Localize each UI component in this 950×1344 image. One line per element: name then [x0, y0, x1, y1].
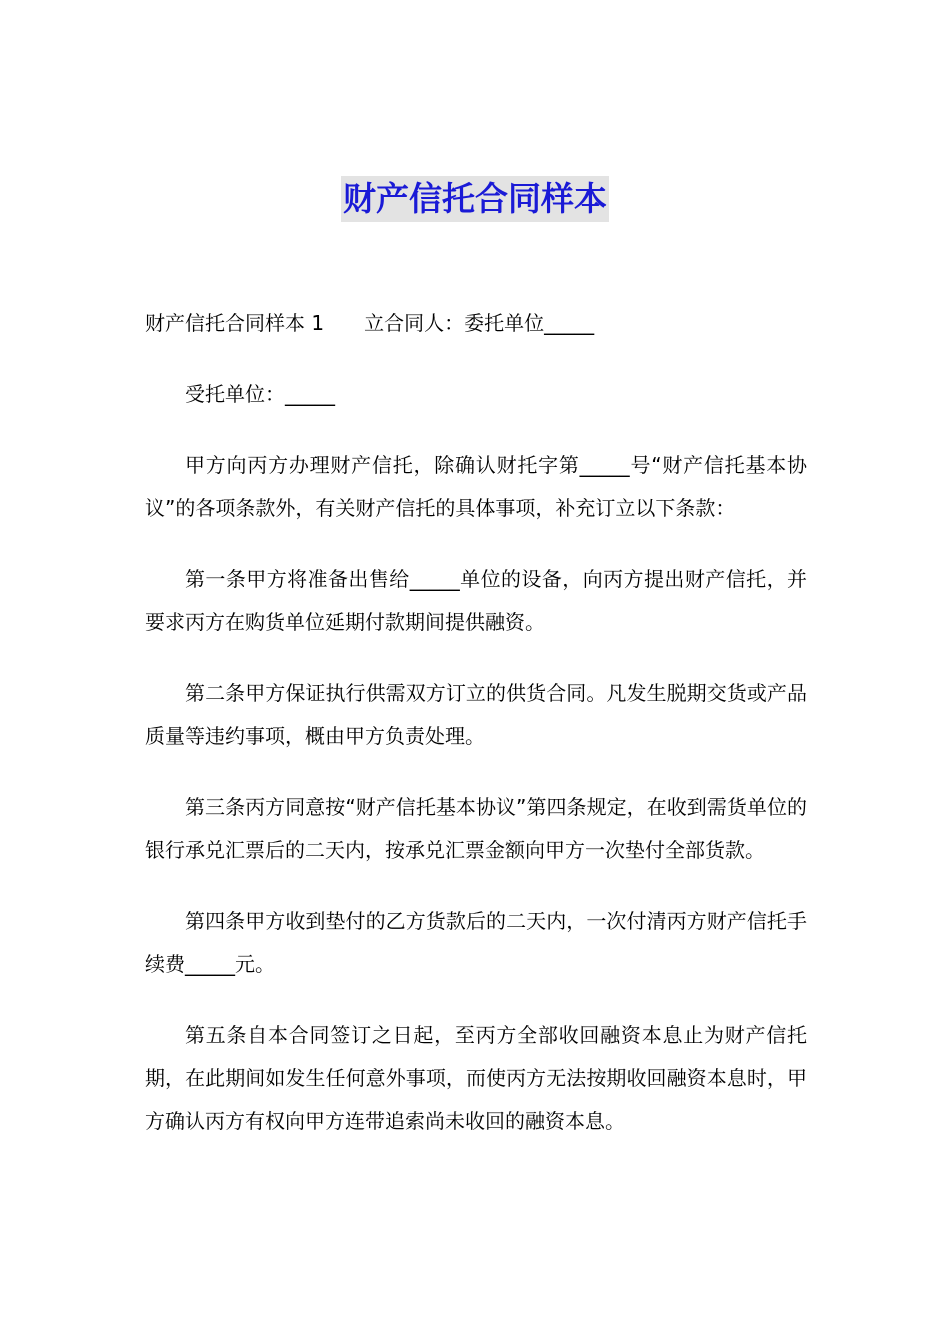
document-title: 财产信托合同样本	[341, 176, 609, 222]
document-body	[145, 302, 807, 1171]
paragraph-article-5: 第五条自本合同签订之日起，至丙方全部收回融资本息止为财产信托期，在此期间如发生任何意外事项，而使丙方无法按期收回融资本息时，甲方确认丙方有权向甲方连带追索尚未收回的融资本息。	[145, 1023, 807, 1133]
paragraph-article-4: 第四条甲方收到垫付的乙方货款后的二天内，一次付清丙方财产信托手续费_____元。	[145, 909, 807, 976]
heading-line	[145, 302, 807, 345]
sample-label: 财产信托合同样本 1	[145, 311, 325, 335]
paragraph-article-1: 第一条甲方将准备出售给_____单位的设备，向丙方提出财产信托，并要求丙方在购货单位延期付款期间提供融资。	[145, 567, 807, 634]
paragraph-article-2: 第二条甲方保证执行供需双方订立的供货合同。凡发生脱期交货或产品质量等违约事项，概由甲方负责处理。	[145, 681, 807, 748]
paragraph-article-3: 第三条丙方同意按“财产信托基本协议”第四条规定，在收到需货单位的银行承兑汇票后的二天内，按承兑汇票金额向甲方一次垫付全部货款。	[145, 795, 807, 862]
title-container	[0, 176, 950, 222]
parties-line: 立合同人：委托单位_____	[364, 311, 595, 335]
paragraph-trustee: 受托单位：_____	[185, 382, 335, 406]
paragraph-preamble: 甲方向丙方办理财产信托，除确认财托字第_____号“财产信托基本协议”的各项条款外，有关财产信托的具体事项，补充订立以下条款：	[145, 453, 807, 520]
